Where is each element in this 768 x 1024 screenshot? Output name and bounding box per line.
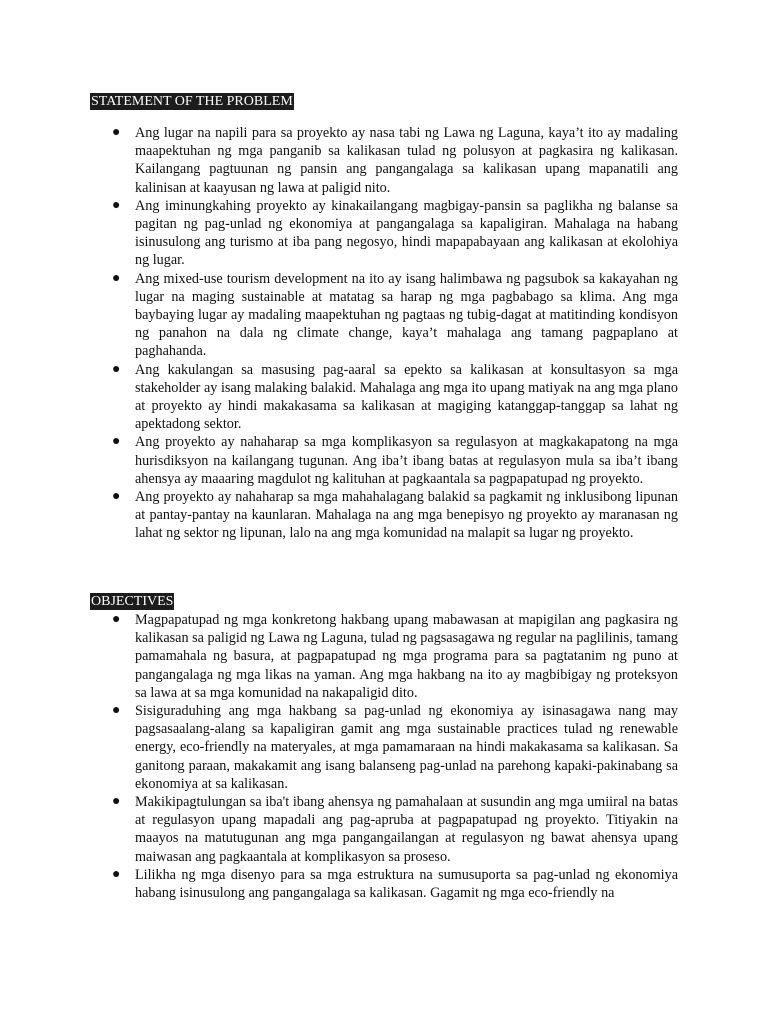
list-item-text: Lilikha ng mga disenyo para sa mga estruktura na sumusuporta sa pag-unlad ng ekonomiya habang isinusulong ang pangangalaga sa kalikasan. Gagamit ng mga eco-friendly na <box>135 866 678 902</box>
bullet-icon: ● <box>112 703 121 719</box>
list-item <box>112 361 678 434</box>
bullet-icon: ● <box>112 197 121 213</box>
list-item-text: Ang mixed-use tourism development na ito ay isang halimbawa ng pagsubok sa kakayahan ng lugar na maging sustainable at matatag sa harap ng mga pagbabago sa klima. Ang mga baybaying lugar ay madaling maapektuhan ng pagtaas ng tubig-dagat at matitinding kondisyon ng panahon na dala ng climate change, kaya’t mahalaga ang tamang pagpaplano at paghahanda. <box>135 270 678 360</box>
objectives-heading: OBJECTIVES <box>91 594 174 609</box>
bullet-icon: ● <box>112 125 121 140</box>
bullet-icon: ● <box>112 361 121 377</box>
list-item <box>112 433 678 488</box>
problem-heading: STATEMENT OF THE PROBLEM <box>91 94 293 109</box>
list-item-text: Ang lugar na napili para sa proyekto ay nasa tabi ng Lawa ng Laguna, kaya’t ito ay madaling maapektuhan ng mga panganib sa kalikasan tulad ng polusyon at pagkasira ng kalikasan. Kailangang pagtuunan ng pansin ang pangangalaga sa kalikasan upang mapanatili ang kalinisan at kaayusan ng lawa at paligid nito. <box>135 125 678 196</box>
list-item <box>112 866 678 902</box>
bullet-icon: ● <box>112 612 121 627</box>
list-item-text: Makikipagtulungan sa iba't ibang ahensya ng pamahalaan at susundin ang mga umiiral na batas at regulasyon upang mapadali ang pag-apruba at pagpapatupad ng proyekto. Titiyakin na maayos na matutugunan ang mga pangangailangan at regulasyon ng bawat ahensya upang maiwasan ang pagkaantala at komplikasyon sa proseso. <box>135 794 678 865</box>
bullet-icon: ● <box>112 489 121 505</box>
list-item <box>112 488 678 543</box>
list-item-text: Ang proyekto ay nahaharap sa mga mahahalagang balakid sa pagkamit ng inklusibong lipunan at pantay-pantay na kaunlaran. Mahalaga na ang mga benepisyo ng proyekto ay maranasan ng lahat ng sektor ng lipunan, lalo na ang mga komunidad na malapit sa lugar ng proyekto. <box>135 489 678 542</box>
list-item <box>112 611 678 702</box>
problem-list <box>0 124 678 543</box>
bullet-icon: ● <box>112 866 121 882</box>
bullet-icon: ● <box>112 434 121 450</box>
list-item <box>112 702 678 793</box>
list-item <box>112 793 678 866</box>
list-item <box>112 270 678 361</box>
list-item-text: Ang proyekto ay nahaharap sa mga komplikasyon sa regulasyon at magkakapatong na mga hurisdiksyon na kailangang tugunan. Ang iba’t ibang batas at regulasyon mula sa iba’t ibang ahensya ay maaaring magdulot ng kalituhan at pagkaantala sa pagpapatupad ng proyekto. <box>135 434 678 487</box>
list-item-text: Ang iminungkahing proyekto ay kinakailangang magbigay-pansin sa paglikha ng balanse sa pagitan ng pag-unlad ng ekonomiya at pangangalaga sa kapaligiran. Mahalaga na habang isinusulong ang turismo at iba pang negosyo, hindi mapapabayaan ang kalikasan at ekolohiya ng lugar. <box>135 197 678 269</box>
bullet-icon: ● <box>112 794 121 810</box>
objectives-list <box>0 611 678 902</box>
list-item-text: Ang kakulangan sa masusing pag-aaral sa epekto sa kalikasan at konsultasyon sa mga stakeholder ay isang malaking balakid. Mahalaga ang mga ito upang matiyak na ang mga plano at proyekto ay hindi makakasama sa kalikasan at magiging katanggap-tanggap sa lahat ng apektadong sektor. <box>135 361 678 433</box>
list-item-text: Magpapatupad ng mga konkretong hakbang upang mabawasan at mapigilan ang pagkasira ng kalikasan sa paligid ng Lawa ng Laguna, tulad ng pagsasagawa ng regular na paglilinis, tamang pamamahala ng basura, at pagpapatupad ng mga programa para sa pagtatanim ng puno at pangangalaga ng mga likas na yaman. Ang mga hakbang na ito ay magbibigay ng proteksyon sa lawa at sa mga komunidad na nakapaligid dito. <box>135 612 678 701</box>
bullet-icon: ● <box>112 270 121 286</box>
list-item-text: Sisiguraduhing ang mga hakbang sa pag-unlad ng ekonomiya ay isinasagawa nang may pagsasaalang-alang sa kapaligiran gamit ang mga sustainable practices tulad ng renewable energy, eco-friendly na materyales, at mga pamamaraan na hindi makakasama sa kalikasan. Sa ganitong paraan, makakamit ang isang balanseng pag-unlad na parehong kapaki-pakinabang sa ekonomiya at sa kalikasan. <box>135 703 678 792</box>
list-item <box>112 197 678 270</box>
list-item <box>112 124 678 197</box>
